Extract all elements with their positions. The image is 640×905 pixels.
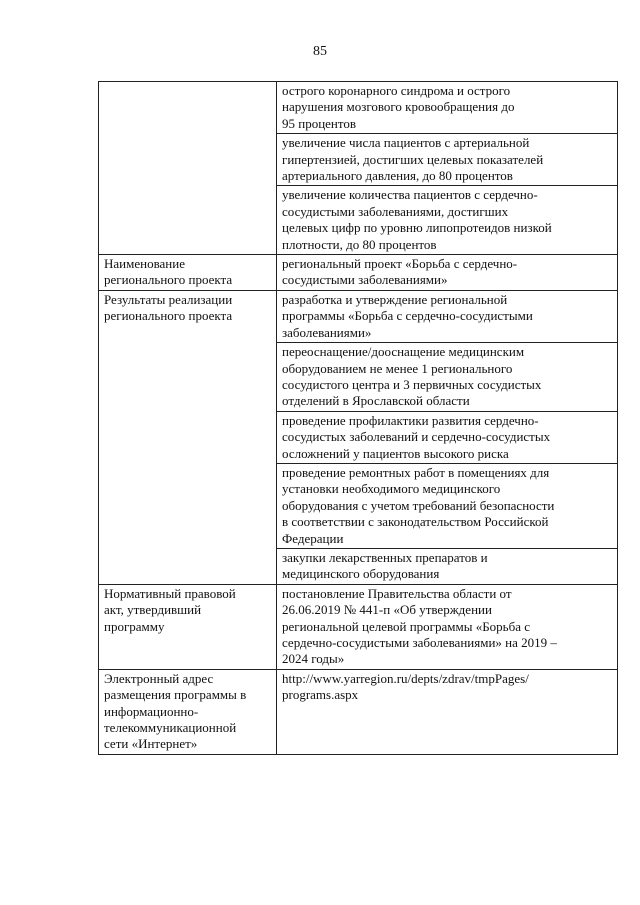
page-number: 85 <box>313 44 327 59</box>
program-url[interactable]: programs.aspx <box>282 687 359 703</box>
table-row <box>99 584 618 669</box>
text-line: плотности, до 80 процентов <box>282 236 437 252</box>
value-cell <box>277 411 618 463</box>
label-cell <box>99 290 277 584</box>
text-line: сердечно-сосудистыми заболеваниями» на 2019 – <box>282 635 557 650</box>
value-cell <box>277 584 618 669</box>
text-line: 26.06.2019 № 441-п «Об утверждении <box>282 602 492 618</box>
text-line: отделений в Ярославской области <box>282 393 470 409</box>
text-line: Наименование <box>104 256 185 272</box>
text-line: размещения программы в <box>104 687 247 703</box>
text-line: акт, утвердивший <box>104 602 202 618</box>
program-url[interactable]: http://www.yarregion.ru/depts/zdrav/tmpPages/ <box>282 670 529 686</box>
text-line: региональной целевой программы «Борьба с <box>282 618 531 634</box>
value-cell <box>277 463 618 548</box>
text-line: 2024 годы» <box>282 651 345 667</box>
table-row <box>99 669 618 754</box>
text-line: Федерации <box>282 530 344 546</box>
label-cell <box>99 255 277 291</box>
text-line: 95 процентов <box>282 115 357 131</box>
text-line: сосудистых заболеваний и сердечно-сосудистых <box>282 429 551 445</box>
text-line: проведение профилактики развития сердечно- <box>282 412 539 428</box>
text-line: сосудистыми заболеваниями, достигших <box>282 203 509 219</box>
text-line: заболеваниями» <box>282 324 372 340</box>
table-row <box>99 82 618 134</box>
value-cell <box>277 82 618 134</box>
table-row <box>99 290 618 342</box>
value-cell <box>277 669 618 754</box>
text-line: региональный проект «Борьба с сердечно- <box>282 256 518 272</box>
text-line: осложнений у пациентов высокого риска <box>282 445 509 461</box>
text-line: Электронный адрес <box>104 670 214 686</box>
label-cell <box>99 584 277 669</box>
text-line: сосудистыми заболеваниями» <box>282 272 448 288</box>
text-line: медицинского оборудования <box>282 566 440 582</box>
value-cell <box>277 134 618 186</box>
label-cell <box>99 82 277 255</box>
text-line: телекоммуникационной <box>104 720 237 736</box>
text-line: в соответствии с законодательством Российской <box>282 514 549 530</box>
label-cell <box>99 669 277 754</box>
text-line: нарушения мозгового кровообращения до <box>282 99 515 115</box>
text-line: закупки лекарственных препаратов и <box>282 549 488 565</box>
text-line: увеличение числа пациентов с артериальной <box>282 135 530 151</box>
text-line: целевых цифр по уровню липопротеидов низкой <box>282 220 552 236</box>
table-row <box>99 255 618 291</box>
text-line: разработка и утверждение региональной <box>282 291 508 307</box>
value-cell <box>277 186 618 255</box>
text-line: регионального проекта <box>104 272 233 288</box>
value-cell <box>277 290 618 342</box>
value-cell <box>277 255 618 291</box>
text-line: программы «Борьба с сердечно-сосудистыми <box>282 308 533 324</box>
text-line: переоснащение/дооснащение медицинским <box>282 344 525 360</box>
text-line: гипертензией, достигших целевых показателей <box>282 151 544 167</box>
value-cell <box>277 343 618 412</box>
text-line: программу <box>104 618 165 634</box>
text-line: сосудистого центра и 3 первичных сосудистых <box>282 376 542 392</box>
program-passport-table <box>98 81 618 755</box>
text-line: оборудования с учетом требований безопасности <box>282 497 555 513</box>
text-line: острого коронарного синдрома и острого <box>282 83 511 98</box>
text-line: Нормативный правовой <box>104 585 236 601</box>
text-line: Результаты реализации <box>104 291 233 307</box>
text-line: регионального проекта <box>104 308 233 324</box>
text-line: проведение ремонтных работ в помещениях для <box>282 464 550 480</box>
text-line: сети «Интернет» <box>104 736 198 752</box>
text-line: установки необходимого медицинского <box>282 481 501 497</box>
text-line: информационно- <box>104 703 199 719</box>
text-line: артериального давления, до 80 процентов <box>282 168 513 184</box>
text-line: увеличение количества пациентов с сердечно- <box>282 187 538 203</box>
value-cell <box>277 548 618 584</box>
text-line: оборудованием не менее 1 регионального <box>282 360 513 376</box>
text-line: постановление Правительства области от <box>282 585 512 601</box>
